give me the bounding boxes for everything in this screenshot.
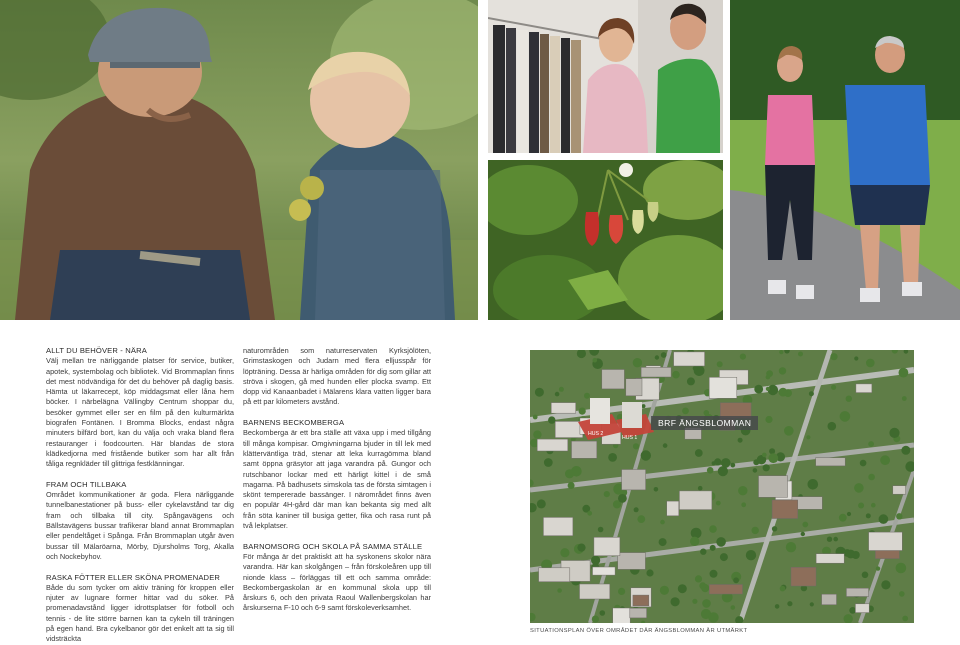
- map-building: [709, 377, 737, 398]
- map-tree: [593, 358, 598, 363]
- map-tree: [808, 479, 819, 490]
- map-tree: [827, 537, 832, 542]
- map-tree: [741, 502, 746, 507]
- map-tree: [846, 396, 852, 402]
- heading-fram-och-tillbaka: FRAM OCH TILLBAKA: [46, 479, 127, 489]
- map-building: [551, 403, 576, 414]
- map-tree: [868, 441, 874, 447]
- map-tree: [731, 605, 736, 610]
- map-tree: [637, 515, 645, 523]
- map-tree: [537, 499, 546, 508]
- map-tree: [840, 411, 851, 422]
- map-tree: [533, 430, 541, 438]
- map-tree: [678, 584, 687, 593]
- map-tree: [721, 458, 731, 468]
- map-tree: [768, 453, 778, 463]
- map-tree: [780, 586, 786, 592]
- map-label-hus-2: HUS 2: [588, 431, 604, 437]
- map-tree: [786, 542, 796, 552]
- map-tree: [714, 458, 721, 465]
- map-building: [791, 567, 816, 586]
- map-tree: [709, 525, 717, 533]
- photo-couple-shopping-clothes: [488, 0, 723, 153]
- map-tree: [700, 549, 706, 555]
- paragraph-barnomsorg-och-skola: För många är det praktiskt att ha syskonens skolor nära varandra. Här kan skolgången – från förskoleåren upp till nionde klass – förläggas till ett och samma område: Beckombergaskolan är en kommunal skola upp till årskurs 6, och den privata Raoul Wallenbergskolan har årskurserna F-10 och 6-9 samt förskoleverksamhet.: [243, 551, 431, 613]
- map-tree: [698, 486, 703, 491]
- map-building: [816, 458, 846, 466]
- map-tree: [862, 572, 869, 579]
- map-tree: [592, 616, 599, 623]
- map-tree: [659, 538, 667, 546]
- photo-father-child-apples: [0, 0, 478, 320]
- map-tree: [704, 410, 710, 416]
- map-tree: [672, 371, 680, 379]
- map-tree: [880, 455, 890, 465]
- map-tree: [544, 458, 553, 467]
- map-tree: [692, 599, 697, 604]
- map-tree: [896, 563, 907, 574]
- map-tree: [772, 526, 777, 531]
- map-tree: [654, 487, 659, 492]
- map-tree: [899, 368, 909, 378]
- map-tree: [661, 352, 667, 358]
- map-tree: [854, 483, 864, 493]
- map-label-brf-angsblomman: BRF ÄNGSBLOMMAN: [651, 416, 758, 430]
- map-tree: [828, 422, 837, 431]
- map-tree: [660, 586, 669, 595]
- map-tree: [779, 367, 786, 374]
- map-tree: [798, 352, 803, 357]
- map-tree: [752, 527, 759, 534]
- text-column-left: [46, 346, 234, 645]
- map-tree: [866, 513, 871, 518]
- map-building: [572, 441, 597, 458]
- map-tree: [716, 537, 726, 547]
- map-tree: [641, 450, 651, 460]
- map-tree: [849, 607, 856, 614]
- heading-barnomsorg-och-skola: BARNOMSORG OCH SKOLA PÅ SAMMA STÄLLE: [243, 541, 423, 551]
- map-building: [772, 500, 798, 519]
- map-caption: SITUATIONSPLAN ÖVER OMRÅDET DÄR ÄNGSBLOMMAN ÄR UTMÄRKT: [530, 628, 748, 634]
- map-building: [543, 517, 573, 535]
- map-tree: [663, 443, 668, 448]
- map-tree: [765, 416, 772, 423]
- map-tree: [598, 527, 604, 533]
- map-tree: [708, 612, 718, 622]
- heading-barnens-beckomberga: BARNENS BECKOMBERGA: [243, 418, 345, 428]
- map-tree: [604, 491, 610, 497]
- map-tree: [682, 408, 689, 415]
- map-building: [593, 567, 616, 575]
- map-building: [674, 352, 705, 366]
- map-building: [641, 367, 671, 377]
- paragraph-naturomraden: naturområden som naturreservaten Kyrksjölöten, Grimstaskogen och Judarn med flera elljusspår för löpträning. Dessa är härliga områden för dig som gillar att ströva i skogen, gå med hunden eller plocka svamp. Ett dopp vid Kanaanbadet i Mälarens klara vatten ligger bara på ett par kilometers avstånd.: [243, 346, 431, 407]
- map-tree: [775, 604, 780, 609]
- map-building: [869, 532, 903, 550]
- map-tree: [655, 355, 659, 359]
- map-building: [667, 501, 679, 516]
- map-tree: [555, 392, 560, 397]
- map-tree: [769, 448, 775, 454]
- text-column-middle: [243, 346, 431, 614]
- map-building: [537, 439, 568, 451]
- map-tree: [779, 388, 788, 397]
- paragraph-fram-och-tillbaka: Området kommunikationer är goda. Flera närliggande tunnelbanestationer på buss- eller cykelavstånd tar dig fram och tillbaka till city. Spångavägens och Bällstavägens bussar trafikerar bland annat Brommaplan eller pendeltåget i Spånga. Från Brommaplan utgår även bussar till Mälaröarna, Mörby, Djursholms Torg, Akalla och Nockebyhov.: [46, 490, 234, 561]
- map-tree: [830, 353, 837, 360]
- map-tree: [690, 537, 699, 546]
- map-tree: [565, 469, 574, 478]
- map-tree: [687, 377, 695, 385]
- map-tree: [847, 512, 851, 516]
- map-tree: [809, 391, 814, 396]
- map-tree: [642, 404, 646, 408]
- map-tree: [806, 435, 810, 439]
- map-tree: [695, 449, 703, 457]
- paragraph-allt-du-behover: Välj mellan tre närliggande platser för service, butiker, apotek, systembolag och bibliotek. Vid Brommaplan finns det mest nödvändiga för det du behöver på daglig basis. Hämta ut läkarrecept, köp middagsmat eller låna hem böcker. I närbelägna Vällingby Centrum shoppar du, besöker gymmet eller ser en film på den kulturmärkta biografen Fontänen. I Bromma Blocks, endast några minuters bilfärd bort, kan du välja och vraka bland flera restauranger i foodcourten. Här blandas de stora klädkedjorna med fristående butiker som har allt från tåliga regnkläder till glittriga festklänningar.: [46, 356, 234, 469]
- map-building: [594, 537, 620, 555]
- site-plan-map: [530, 350, 914, 623]
- map-tree: [902, 616, 908, 622]
- map-tree: [854, 356, 858, 360]
- map-tree: [600, 610, 606, 616]
- map-building: [816, 554, 844, 564]
- map-tree: [738, 438, 743, 443]
- map-building: [555, 421, 583, 437]
- map-tree: [633, 443, 639, 449]
- map-building: [893, 486, 906, 495]
- map-tree: [858, 503, 864, 509]
- map-tree: [738, 486, 747, 495]
- map-tree: [533, 415, 538, 420]
- map-tree: [548, 416, 555, 423]
- map-tree: [695, 575, 702, 582]
- map-tree: [671, 597, 680, 606]
- map-building: [626, 379, 642, 396]
- map-building: [709, 585, 742, 595]
- map-label-hus-1: HUS 1: [622, 435, 638, 441]
- map-tree: [693, 366, 698, 371]
- map-tree: [762, 453, 767, 458]
- map-building: [846, 588, 868, 596]
- map-building: [679, 491, 712, 510]
- map-tree: [871, 503, 876, 508]
- map-building: [856, 384, 872, 393]
- map-tree: [557, 588, 562, 593]
- map-building: [618, 553, 646, 570]
- map-building: [630, 608, 647, 618]
- map-building: [622, 470, 646, 490]
- map-tree: [810, 602, 814, 606]
- map-tree: [579, 408, 586, 415]
- map-tree: [746, 550, 756, 560]
- map-tree: [881, 580, 890, 589]
- map-building: [580, 584, 610, 599]
- photo-wild-strawberries: [488, 160, 723, 320]
- map-tree: [710, 570, 718, 578]
- map-tree: [634, 507, 639, 512]
- map-tree: [784, 426, 794, 436]
- map-tree: [866, 359, 875, 368]
- map-building: [855, 604, 869, 613]
- map-tree: [839, 514, 847, 522]
- map-tree: [730, 463, 735, 468]
- map-tree: [733, 577, 739, 583]
- map-tree: [766, 375, 771, 380]
- map-tree: [710, 545, 716, 551]
- map-tree: [754, 385, 763, 394]
- map-tree: [587, 511, 592, 516]
- map-tree: [591, 556, 600, 565]
- map-tree: [633, 358, 642, 367]
- map-tree: [787, 601, 792, 606]
- map-tree: [702, 599, 711, 608]
- map-tree: [740, 354, 746, 360]
- map-tree: [707, 467, 714, 474]
- map-tree: [720, 553, 728, 561]
- map-tree: [716, 501, 721, 506]
- map-building: [633, 595, 649, 606]
- map-tree: [560, 548, 569, 557]
- map-tree: [879, 514, 889, 524]
- map-tree: [860, 460, 867, 467]
- map-tree: [577, 544, 585, 552]
- map-tree: [753, 468, 758, 473]
- map-tree: [889, 428, 899, 438]
- map-tree: [646, 569, 653, 576]
- map-tree: [876, 566, 880, 570]
- map-building: [822, 594, 837, 605]
- paragraph-barnens-beckomberga: Beckomberga är ett bra ställe att växa upp i med tillgång till många kompisar. Omgivningarna bjuder in till lek med klätterväntliga träd, stenar att leka kurragömma bland samt öppna gräsytor att jaga varandra på. Gungor och rutschbanor lockar med ett härligt kittel i de små magarna. På badhusets simskola tas de första simtagen i skönt tempererade bassänger. I närområdet finns även en populär 4H-gård där man kan bekanta sig med allt från söta kaniner till busiga getter, fika och rasa runt på två lekplatser.: [243, 428, 431, 531]
- map-tree: [801, 532, 805, 536]
- map-building: [602, 370, 625, 389]
- photo-couple-jogging: [730, 0, 960, 320]
- heading-allt-du-behover: ALLT DU BEHÖVER - NÄRA: [46, 346, 147, 355]
- map-tree: [846, 550, 855, 559]
- map-tree: [763, 464, 770, 471]
- map-tree: [559, 387, 564, 392]
- map-tree: [660, 520, 665, 525]
- map-tree: [831, 385, 836, 390]
- map-tree: [766, 387, 770, 391]
- map-tree: [779, 350, 783, 354]
- map-tree: [802, 522, 808, 528]
- map-tree: [899, 591, 905, 597]
- map-tree: [902, 396, 907, 401]
- paragraph-raska-fotter: Både du som tycker om aktiv träning för kroppen eller njuter av lugnare former hittar vad du söker. På promenadavstånd ligger idrottsplatser för fotboll och tennis - de lite större barnen kan ta cykeln till träningen på egen hand. Bra cykelbanor gör det enkelt att ta sig till vidsträckta: [46, 582, 234, 644]
- map-tree: [618, 494, 627, 503]
- map-tree: [868, 474, 875, 481]
- map-tree: [608, 453, 617, 462]
- map-building: [613, 608, 631, 623]
- map-tree: [896, 513, 902, 519]
- map-tree: [618, 588, 625, 595]
- map-tree: [717, 361, 723, 367]
- heading-raska-fotter: RASKA FÖTTER ELLER SKÖNA PROMENADER: [46, 572, 221, 582]
- map-tree: [699, 582, 706, 589]
- map-tree: [568, 482, 575, 489]
- map-building: [759, 476, 788, 498]
- map-tree: [901, 446, 910, 455]
- map-building: [539, 568, 570, 582]
- map-tree: [535, 388, 544, 397]
- map-tree: [833, 537, 838, 542]
- map-tree: [584, 393, 590, 399]
